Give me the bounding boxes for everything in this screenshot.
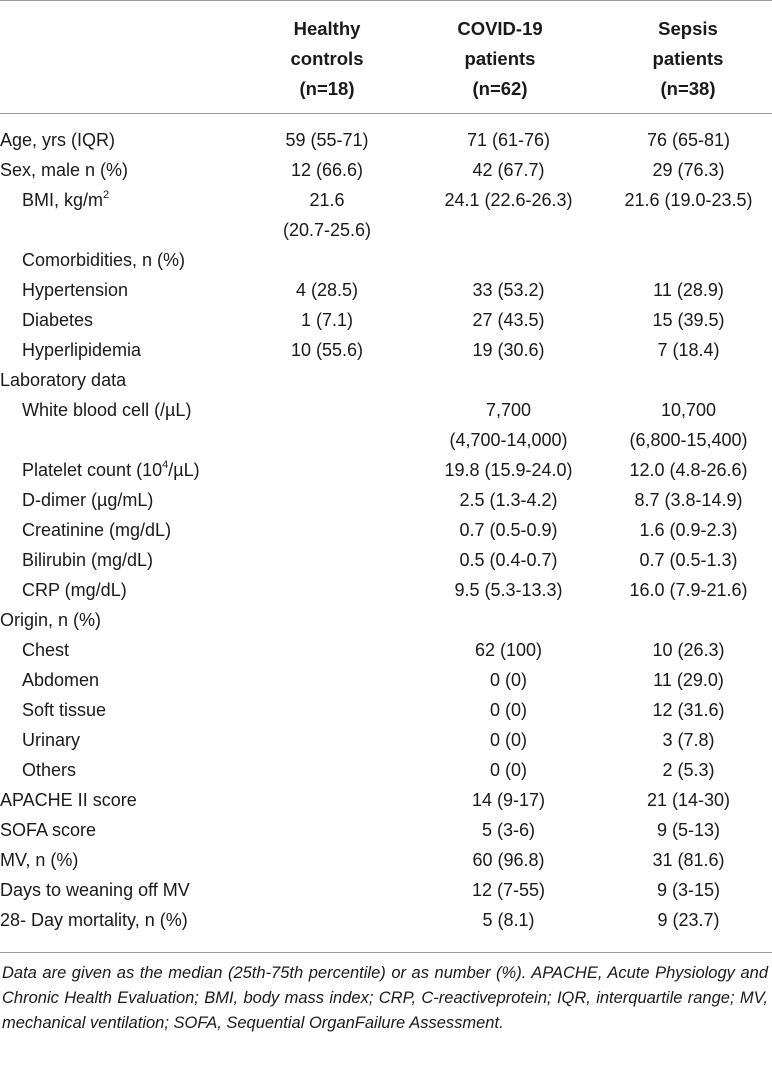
cell-covid	[412, 365, 605, 395]
cell-healthy	[242, 785, 412, 815]
table-row	[0, 575, 772, 605]
cell-healthy	[242, 695, 412, 725]
table-row	[0, 545, 772, 575]
table-row	[0, 515, 772, 545]
cell-covid: 2.5 (1.3-4.2)	[459, 490, 558, 510]
cell-healthy	[242, 515, 412, 545]
row-label: Soft tissue	[22, 700, 107, 720]
cell-sepsis: 10 (26.3)	[652, 640, 725, 660]
cell-healthy: 59 (55-71)	[285, 130, 369, 150]
header-healthy-controls	[242, 14, 412, 104]
cell-healthy: 12 (66.6)	[290, 160, 364, 180]
cell-covid	[412, 395, 605, 455]
row-label: Hyperlipidemia	[22, 340, 142, 360]
cell-healthy	[242, 575, 412, 605]
bottom-rule	[0, 952, 772, 953]
cell-covid: 5 (8.1)	[482, 910, 535, 930]
cell-covid: 33 (53.2)	[472, 280, 545, 300]
table-footnote: Data are given as the median (25th-75th percentile) or as number (%). APACHE, Acute Physiology and Chronic Health Evaluation; BMI, body mass index; CRP, C-reactiveprotein; IQR, interquartile range; MV, mechanical ventilation; SOFA, Sequential OrganFailure Assessment.	[2, 964, 768, 1032]
cell-healthy: 10 (55.6)	[290, 340, 364, 360]
table-row	[0, 905, 772, 935]
table-row	[0, 785, 772, 815]
table-row	[0, 275, 772, 305]
cell-sepsis: 1.6 (0.9-2.3)	[639, 520, 738, 540]
row-label: SOFA score	[0, 820, 97, 840]
cell-sepsis: 15 (39.5)	[652, 310, 725, 330]
cell-healthy	[242, 485, 412, 515]
cell-sepsis: 2 (5.3)	[662, 760, 715, 780]
table-row	[0, 305, 772, 335]
cell-sepsis: 21.6 (19.0-23.5)	[624, 190, 753, 210]
cell-line: 21.6	[309, 190, 345, 210]
cell-healthy	[242, 395, 412, 455]
table-row	[0, 185, 772, 245]
cell-covid: 0.7 (0.5-0.9)	[459, 520, 558, 540]
cell-covid: 0 (0)	[489, 760, 527, 780]
table-row	[0, 335, 772, 365]
cell-healthy	[242, 245, 412, 275]
header-line: patients	[464, 48, 536, 69]
row-label	[0, 455, 242, 485]
row-label: Sex, male n (%)	[0, 160, 129, 180]
header-rule	[0, 113, 772, 114]
row-label: D-dimer (µg/mL)	[22, 490, 154, 510]
header-line: controls	[290, 48, 364, 69]
cell-covid	[412, 605, 605, 635]
table-row	[0, 875, 772, 905]
cell-sepsis: 29 (76.3)	[652, 160, 725, 180]
header-line: Healthy	[293, 18, 361, 39]
cell-healthy	[242, 815, 412, 845]
cell-sepsis: 7 (18.4)	[657, 340, 720, 360]
label-text: BMI, kg/m	[22, 190, 104, 210]
cell-sepsis: 8.7 (3.8-14.9)	[634, 490, 743, 510]
row-label: Others	[22, 760, 77, 780]
cell-sepsis: 76 (65-81)	[646, 130, 731, 150]
cell-covid: 60 (96.8)	[472, 850, 545, 870]
row-label: Days to weaning off MV	[0, 880, 190, 900]
row-label: Comorbidities, n (%)	[22, 250, 186, 270]
data-table	[0, 125, 772, 935]
cell-healthy	[242, 665, 412, 695]
row-label	[0, 185, 242, 245]
cell-covid: 62 (100)	[474, 640, 543, 660]
row-label: CRP (mg/dL)	[22, 580, 127, 600]
cell-sepsis: 11 (29.0)	[653, 670, 724, 690]
cell-covid: 71 (61-76)	[466, 130, 551, 150]
header-line: COVID-19	[457, 18, 543, 39]
table-row	[0, 755, 772, 785]
cell-covid: 12 (7-55)	[471, 880, 546, 900]
row-label: 28- Day mortality, n (%)	[0, 910, 188, 930]
row-label: Hypertension	[22, 280, 129, 300]
header-line: patients	[652, 48, 724, 69]
cell-sepsis: 16.0 (7.9-21.6)	[629, 580, 748, 600]
row-label: Age, yrs (IQR)	[0, 130, 116, 150]
table-row	[0, 605, 772, 635]
cell-healthy	[242, 185, 412, 245]
table-row	[0, 815, 772, 845]
cell-line: (4,700-14,000)	[449, 430, 568, 450]
cell-sepsis	[605, 395, 772, 455]
cell-line: (6,800-15,400)	[629, 430, 748, 450]
cell-healthy	[242, 365, 412, 395]
table-row	[0, 245, 772, 275]
row-label: White blood cell (/µL)	[22, 400, 192, 420]
header-line: Sepsis	[658, 18, 718, 39]
row-label: Laboratory data	[0, 370, 127, 390]
cell-healthy	[242, 605, 412, 635]
row-label: Bilirubin (mg/dL)	[22, 550, 154, 570]
cell-covid: 14 (9-17)	[471, 790, 546, 810]
cell-covid: 24.1 (22.6-26.3)	[444, 190, 573, 210]
cell-sepsis	[605, 365, 772, 395]
table-row	[0, 845, 772, 875]
label-superscript: 2	[103, 189, 110, 201]
label-text: Platelet count (10	[22, 460, 163, 480]
table-row	[0, 125, 772, 155]
label-superscript: 4	[162, 459, 169, 471]
cell-healthy	[242, 635, 412, 665]
cell-healthy	[242, 725, 412, 755]
cell-covid: 42 (67.7)	[472, 160, 545, 180]
row-label: Urinary	[22, 730, 81, 750]
cell-covid: 19.8 (15.9-24.0)	[444, 460, 573, 480]
row-label: Abdomen	[22, 670, 100, 690]
table-row	[0, 155, 772, 185]
cell-healthy: 1 (7.1)	[300, 310, 354, 330]
table-row	[0, 455, 772, 485]
row-label: Diabetes	[22, 310, 94, 330]
row-label: APACHE II score	[0, 790, 137, 810]
cell-line: (20.7-25.6)	[282, 220, 372, 240]
cell-sepsis: 3 (7.8)	[662, 730, 715, 750]
table-row	[0, 665, 772, 695]
cell-healthy	[242, 545, 412, 575]
cell-healthy	[242, 845, 412, 875]
table-row	[0, 485, 772, 515]
row-label: Creatinine (mg/dL)	[22, 520, 172, 540]
top-rule	[0, 0, 772, 1]
table-row	[0, 365, 772, 395]
cell-sepsis: 12.0 (4.8-26.6)	[629, 460, 748, 480]
cell-covid: 19 (30.6)	[472, 340, 545, 360]
table-row	[0, 635, 772, 665]
header-covid-patients	[415, 14, 585, 104]
cell-covid: 0 (0)	[489, 730, 527, 750]
cell-line: 7,700	[485, 400, 532, 420]
row-label: MV, n (%)	[0, 850, 79, 870]
cell-sepsis	[605, 605, 772, 635]
cell-covid	[412, 245, 605, 275]
label-text: /µL)	[168, 460, 200, 480]
cell-sepsis: 11 (28.9)	[653, 280, 724, 300]
header-line: (n=38)	[660, 78, 716, 99]
cell-sepsis: 0.7 (0.5-1.3)	[639, 550, 738, 570]
header-line: (n=62)	[472, 78, 528, 99]
row-label: Chest	[22, 640, 70, 660]
cell-sepsis: 9 (5-13)	[656, 820, 721, 840]
cell-sepsis: 21 (14-30)	[646, 790, 731, 810]
header-sepsis-patients	[604, 14, 772, 104]
cell-sepsis: 9 (3-15)	[656, 880, 721, 900]
table-row	[0, 695, 772, 725]
cell-healthy	[242, 755, 412, 785]
table-row	[0, 725, 772, 755]
cell-covid: 9.5 (5.3-13.3)	[454, 580, 563, 600]
cell-sepsis: 31 (81.6)	[652, 850, 725, 870]
cell-covid: 5 (3-6)	[481, 820, 535, 840]
cell-covid: 0 (0)	[489, 670, 527, 690]
cell-sepsis	[605, 245, 772, 275]
cell-covid: 27 (43.5)	[472, 310, 545, 330]
row-label: Origin, n (%)	[0, 610, 102, 630]
cell-healthy	[242, 905, 412, 935]
cell-healthy	[242, 455, 412, 485]
cell-healthy: 4 (28.5)	[295, 280, 359, 300]
cell-sepsis: 9 (23.7)	[657, 910, 720, 930]
cell-healthy	[242, 875, 412, 905]
cell-covid: 0.5 (0.4-0.7)	[459, 550, 558, 570]
cell-line: 10,700	[660, 400, 717, 420]
header-line: (n=18)	[299, 78, 355, 99]
table-row	[0, 395, 772, 455]
cell-sepsis: 12 (31.6)	[652, 700, 725, 720]
cell-covid: 0 (0)	[489, 700, 527, 720]
